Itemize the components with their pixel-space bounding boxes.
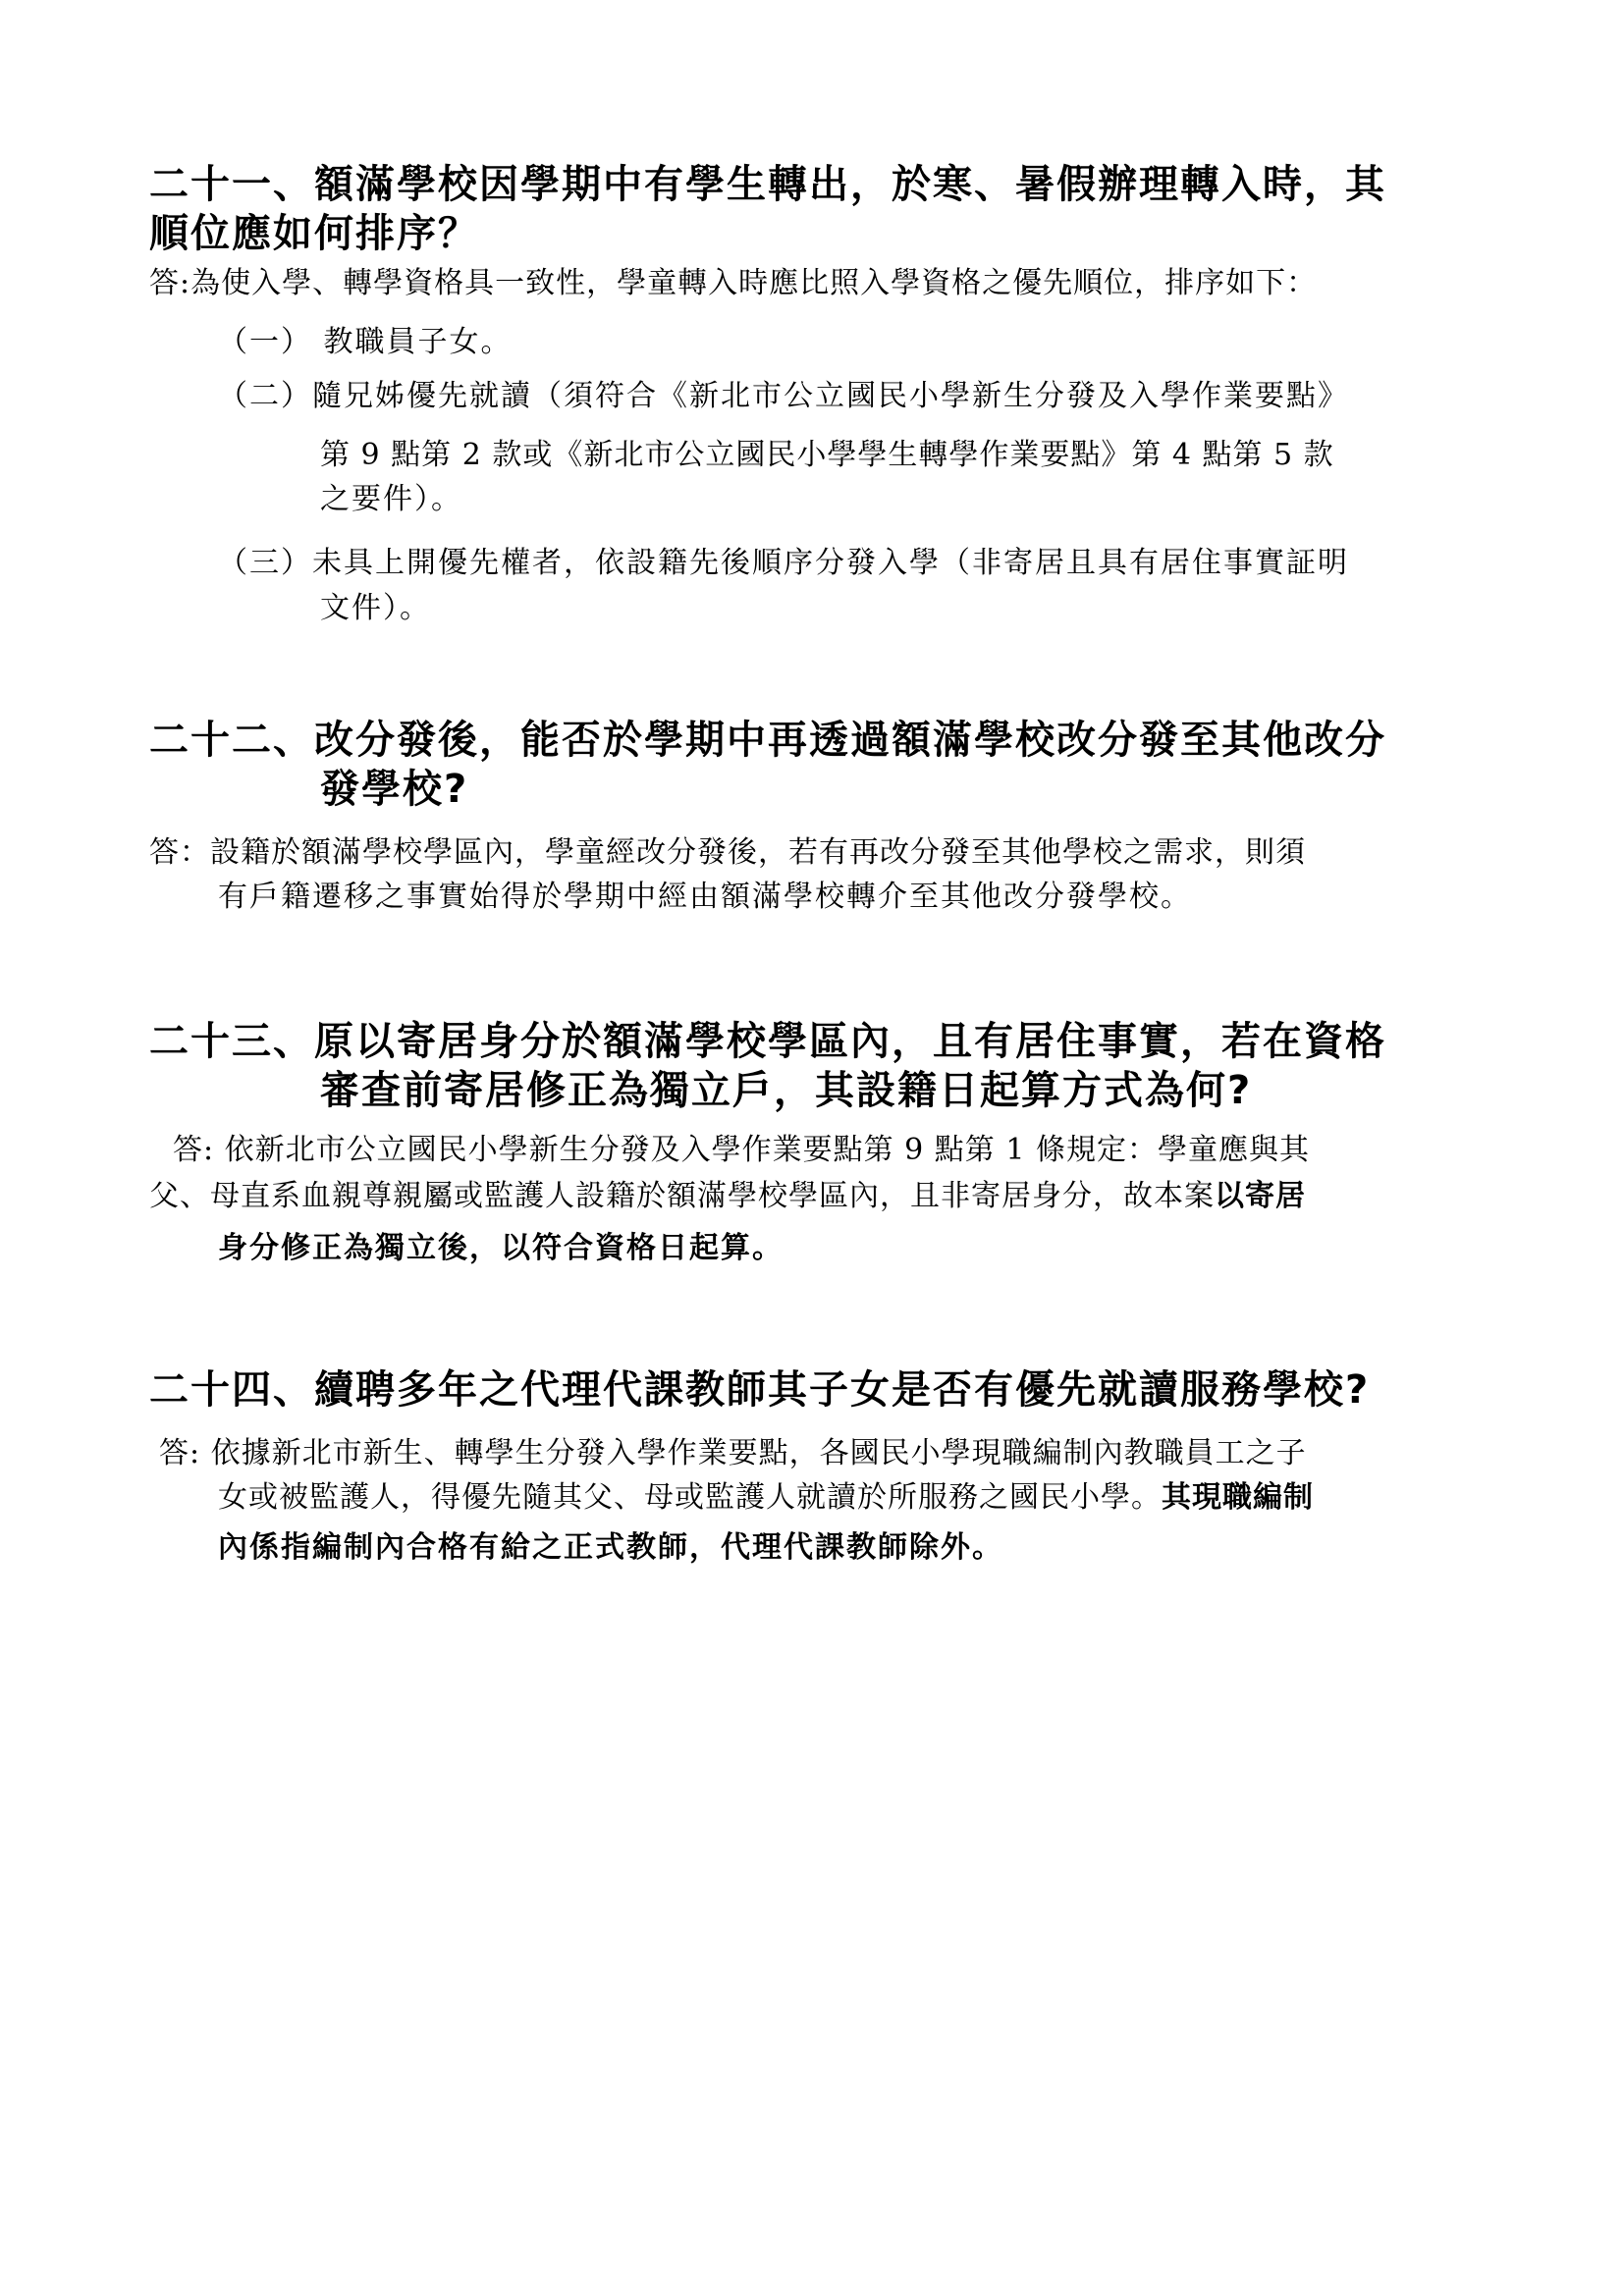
q23-answer-line3: 身分修正為獨立後，以符合資格日起算。 xyxy=(218,1231,784,1265)
q23-title-line1: 二十三、原以寄居身分於額滿學校學區內，且有居住事實，若在資格 xyxy=(149,1019,1386,1064)
q23-answer-line2 xyxy=(149,1178,1306,1215)
q21-answer-intro: 答:為使入學、轉學資格具一致性，學童轉入時應比照入學資格之優先順位，排序如下： xyxy=(149,266,1318,300)
q22-answer-line2: 有戶籍遷移之事實始得於學期中經由額滿學校轉介至其他改分發學校。 xyxy=(218,880,1192,914)
q24-answer-line2-normal: 女或被監護人，得優先隨其父、母或監護人就讀於所服務之國民小學。 xyxy=(218,1480,1162,1515)
q23-answer-line2-bold: 以寄居 xyxy=(1215,1179,1306,1213)
q22-title-line1: 二十二、改分發後，能否於學期中再透過額滿學校改分發至其他改分 xyxy=(149,718,1386,763)
q21-item2-line2: 第 9 點第 2 款或《新北市公立國民小學學生轉學作業要點》第 4 點第 5 款 xyxy=(320,438,1334,472)
q21-title-line1: 二十一、額滿學校因學期中有學生轉出，於寒、暑假辦理轉入時，其 xyxy=(149,162,1386,207)
q21-title-line2: 順位應如何排序？ xyxy=(149,211,479,256)
q24-answer-line3: 內係指編制內合格有給之正式教師，代理代課教師除外。 xyxy=(218,1530,1003,1565)
q23-answer-line2-normal: 父、母直系血親尊親屬或監護人設籍於額滿學校學區內，且非寄居身分，故本案 xyxy=(149,1179,1215,1213)
q23-answer-line1: 答: 依新北市公立國民小學新生分發及入學作業要點第 9 點第 1 條規定：學童應與其 xyxy=(173,1133,1310,1167)
q21-item3-line2: 文件）。 xyxy=(320,591,431,625)
q21-item2-line3: 之要件）。 xyxy=(320,482,462,516)
q22-title-line2: 發學校? xyxy=(320,767,469,812)
q24-answer-line1: 答: 依據新北市新生、轉學生分發入學作業要點，各國民小學現職編制內教職員工之子 xyxy=(159,1436,1307,1470)
q21-item3-line1: （三）未具上開優先權者，依設籍先後順序分發入學（非寄居且具有居住事實証明 xyxy=(218,546,1349,580)
q21-item1: （一） 教職員子女。 xyxy=(218,325,513,359)
q24-answer-line2-bold: 其現職編制 xyxy=(1162,1480,1314,1515)
q24-answer-line2 xyxy=(218,1479,1314,1517)
q22-answer-line1: 答：設籍於額滿學校學區內，學童經改分發後，若有再改分發至其他學校之需求，則須 xyxy=(149,835,1306,870)
q21-item2-line1: （二）隨兄姊優先就讀（須符合《新北市公立國民小學新生分發及入學作業要點》 xyxy=(218,379,1349,413)
q24-title-line1: 二十四、續聘多年之代理代課教師其子女是否有優先就讀服務學校? xyxy=(149,1367,1371,1413)
q23-title-line2: 審查前寄居修正為獨立戶，其設籍日起算方式為何? xyxy=(320,1068,1253,1113)
